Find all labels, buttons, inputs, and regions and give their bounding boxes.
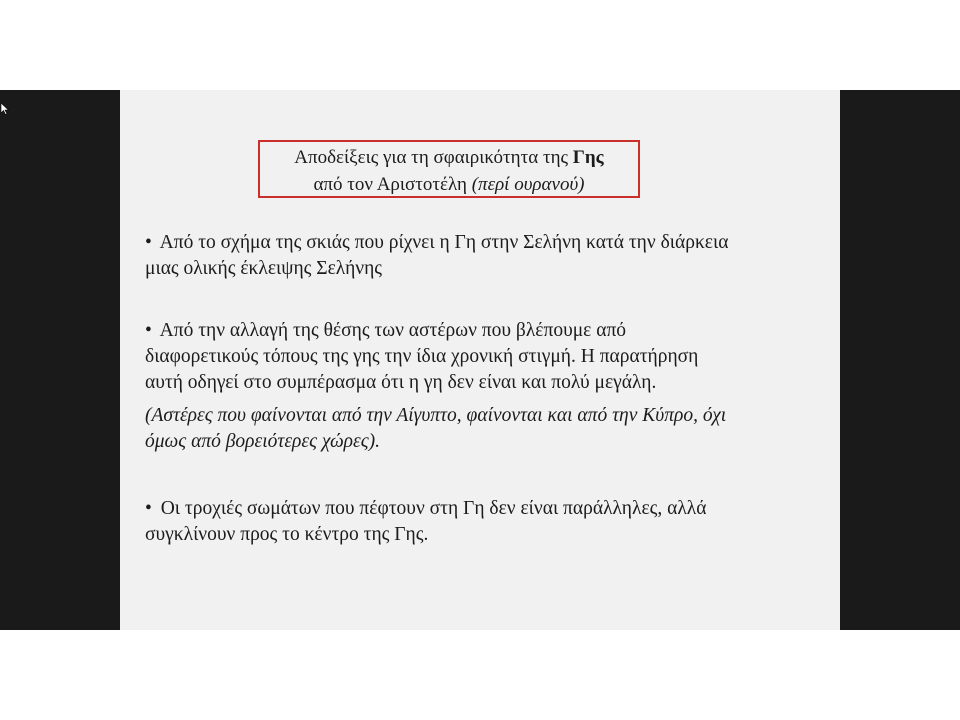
slide-title-line-1 bbox=[260, 144, 638, 171]
bullet-text: διαφορετικούς τόπους της γης την ίδια χρονική στιγμή. Η παρατήρηση bbox=[145, 346, 699, 367]
bullet-text: Από το σχήμα της σκιάς που ρίχνει η Γη στην Σελήνη κατά την διάρκεια bbox=[159, 232, 729, 253]
bullet-text: Από την αλλαγή της θέσης των αστέρων που βλέπουμε από bbox=[159, 320, 627, 341]
bullet-marker: • bbox=[145, 320, 152, 341]
stars-note bbox=[145, 403, 815, 455]
bullet-line bbox=[145, 230, 815, 256]
mouse-pointer-icon bbox=[1, 103, 9, 115]
bullet-marker: • bbox=[145, 498, 152, 519]
screen-share-frame bbox=[0, 90, 960, 630]
bullet-shadow bbox=[145, 230, 815, 282]
bullet-falling-bodies bbox=[145, 496, 815, 548]
bullet-text: Οι τροχιές σωμάτων που πέφτουν στη Γη δεν είναι παράλληλες, αλλά bbox=[160, 498, 707, 519]
bullet-text: συγκλίνουν προς το κέντρο της Γης. bbox=[145, 524, 429, 545]
bullet-stars bbox=[145, 318, 815, 396]
bullet-line bbox=[145, 318, 815, 344]
bullet-text: αυτή οδηγεί στο συμπέρασμα ότι η γη δεν είναι και πολύ μεγάλη. bbox=[145, 372, 657, 393]
slide-title-bold: Γης bbox=[572, 147, 604, 168]
bullet-line bbox=[145, 496, 815, 522]
slide-title-text: Αποδείξεις για τη σφαιρικότητα της bbox=[294, 147, 573, 168]
slide-subtitle-text: από τον Αριστοτέλη bbox=[313, 174, 472, 195]
slide-subtitle-italic: (περί ουρανού) bbox=[471, 174, 585, 195]
bullet-text: μιας ολικής έκλειψης Σελήνης bbox=[145, 258, 383, 279]
bullet-marker: • bbox=[145, 232, 152, 253]
slide-title-line-2 bbox=[260, 171, 638, 198]
note-text: (Αστέρες που φαίνονται από την Αίγυπτο, φαίνονται και από την Κύπρο, όχι bbox=[145, 405, 727, 426]
slide-title-box bbox=[258, 140, 640, 198]
presentation-slide bbox=[120, 90, 840, 630]
note-text: όμως από βορειότερες χώρες). bbox=[145, 431, 380, 452]
